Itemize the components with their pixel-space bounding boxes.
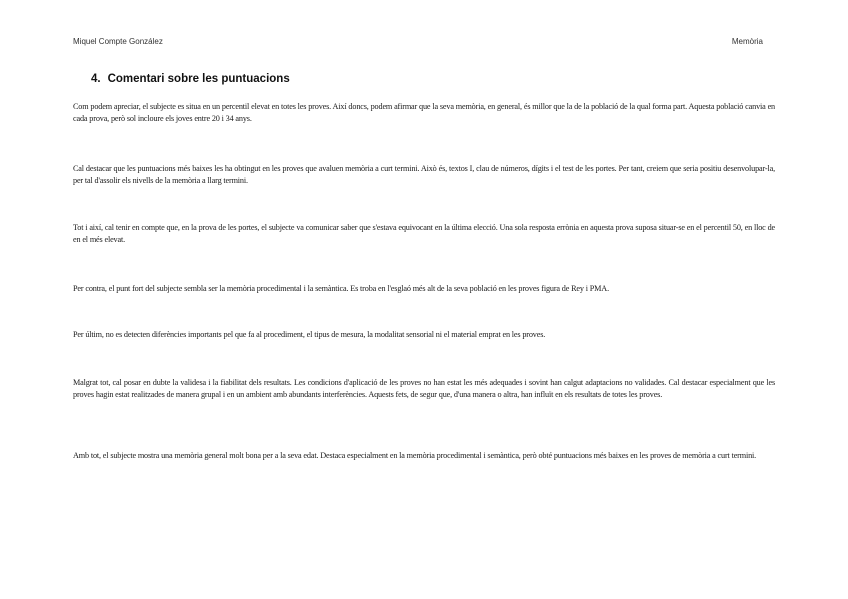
paragraph-4: Per contra, el punt fort del subjecte sembla ser la memòria procedimental i la semàntica. Es troba en l'esglaó més alt de la seva població en les proves figura de Rey i PMA. — [73, 284, 609, 293]
section-title: Comentari sobre les puntuacions — [107, 73, 290, 85]
paragraph-5: Per últim, no es detecten diferències importants pel que fa al procediment, el tipus de mesura, la modalitat sensorial ni el material emprat en les proves. — [73, 330, 546, 339]
section-number: 4. — [91, 73, 101, 85]
section-heading — [91, 73, 290, 85]
paragraph-7: Amb tot, el subjecte mostra una memòria general molt bona per a la seva edat. Destaca especialment en la memòria procedimental i semàntica, però obté puntuacions més baixes en les proves de memòria a curt termini. — [73, 451, 757, 460]
paragraph-2: Cal destacar que les puntuacions més baixes les ha obtingut en les proves que avaluen memòria a curt termini. Això és, textos I, clau de números, dígits i el test de les portes. Per tant, creiem que seria positiu desenvolupar-la, per tal d'assolir els nivells de la memòria a llarg termini. — [73, 164, 775, 185]
header-section: Memòria — [731, 37, 763, 46]
header-author: Miquel Compte González — [73, 37, 163, 46]
paragraph-3: Tot i així, cal tenir en compte que, en la prova de les portes, el subjecte va comunicar saber que s'estava equivocant en la última elecció. Una sola resposta errònia en aquesta prova suposa situar-se en el percentil 50, en lloc de en el més elevat. — [73, 223, 775, 244]
paragraph-6: Malgrat tot, cal posar en dubte la validesa i la fiabilitat dels resultats. Les condicions d'aplicació de les proves no han estat les més adequades i sovint han calgut adaptacions no validades. Cal destacar especialment que les proves hagin estat realitzades de manera grupal i en un ambient amb abundants interferències. Aquests fets, de segur que, d'una manera o altra, han influït en els resultats de totes les proves. — [73, 378, 775, 399]
paragraph-1: Com podem apreciar, el subjecte es situa en un percentil elevat en totes les proves. Així doncs, podem afirmar que la seva memòria, en general, és millor que la de la població de la qual forma part. Aquesta població canvia en cada prova, però sol incloure els joves entre 20 i 34 anys. — [73, 102, 775, 123]
